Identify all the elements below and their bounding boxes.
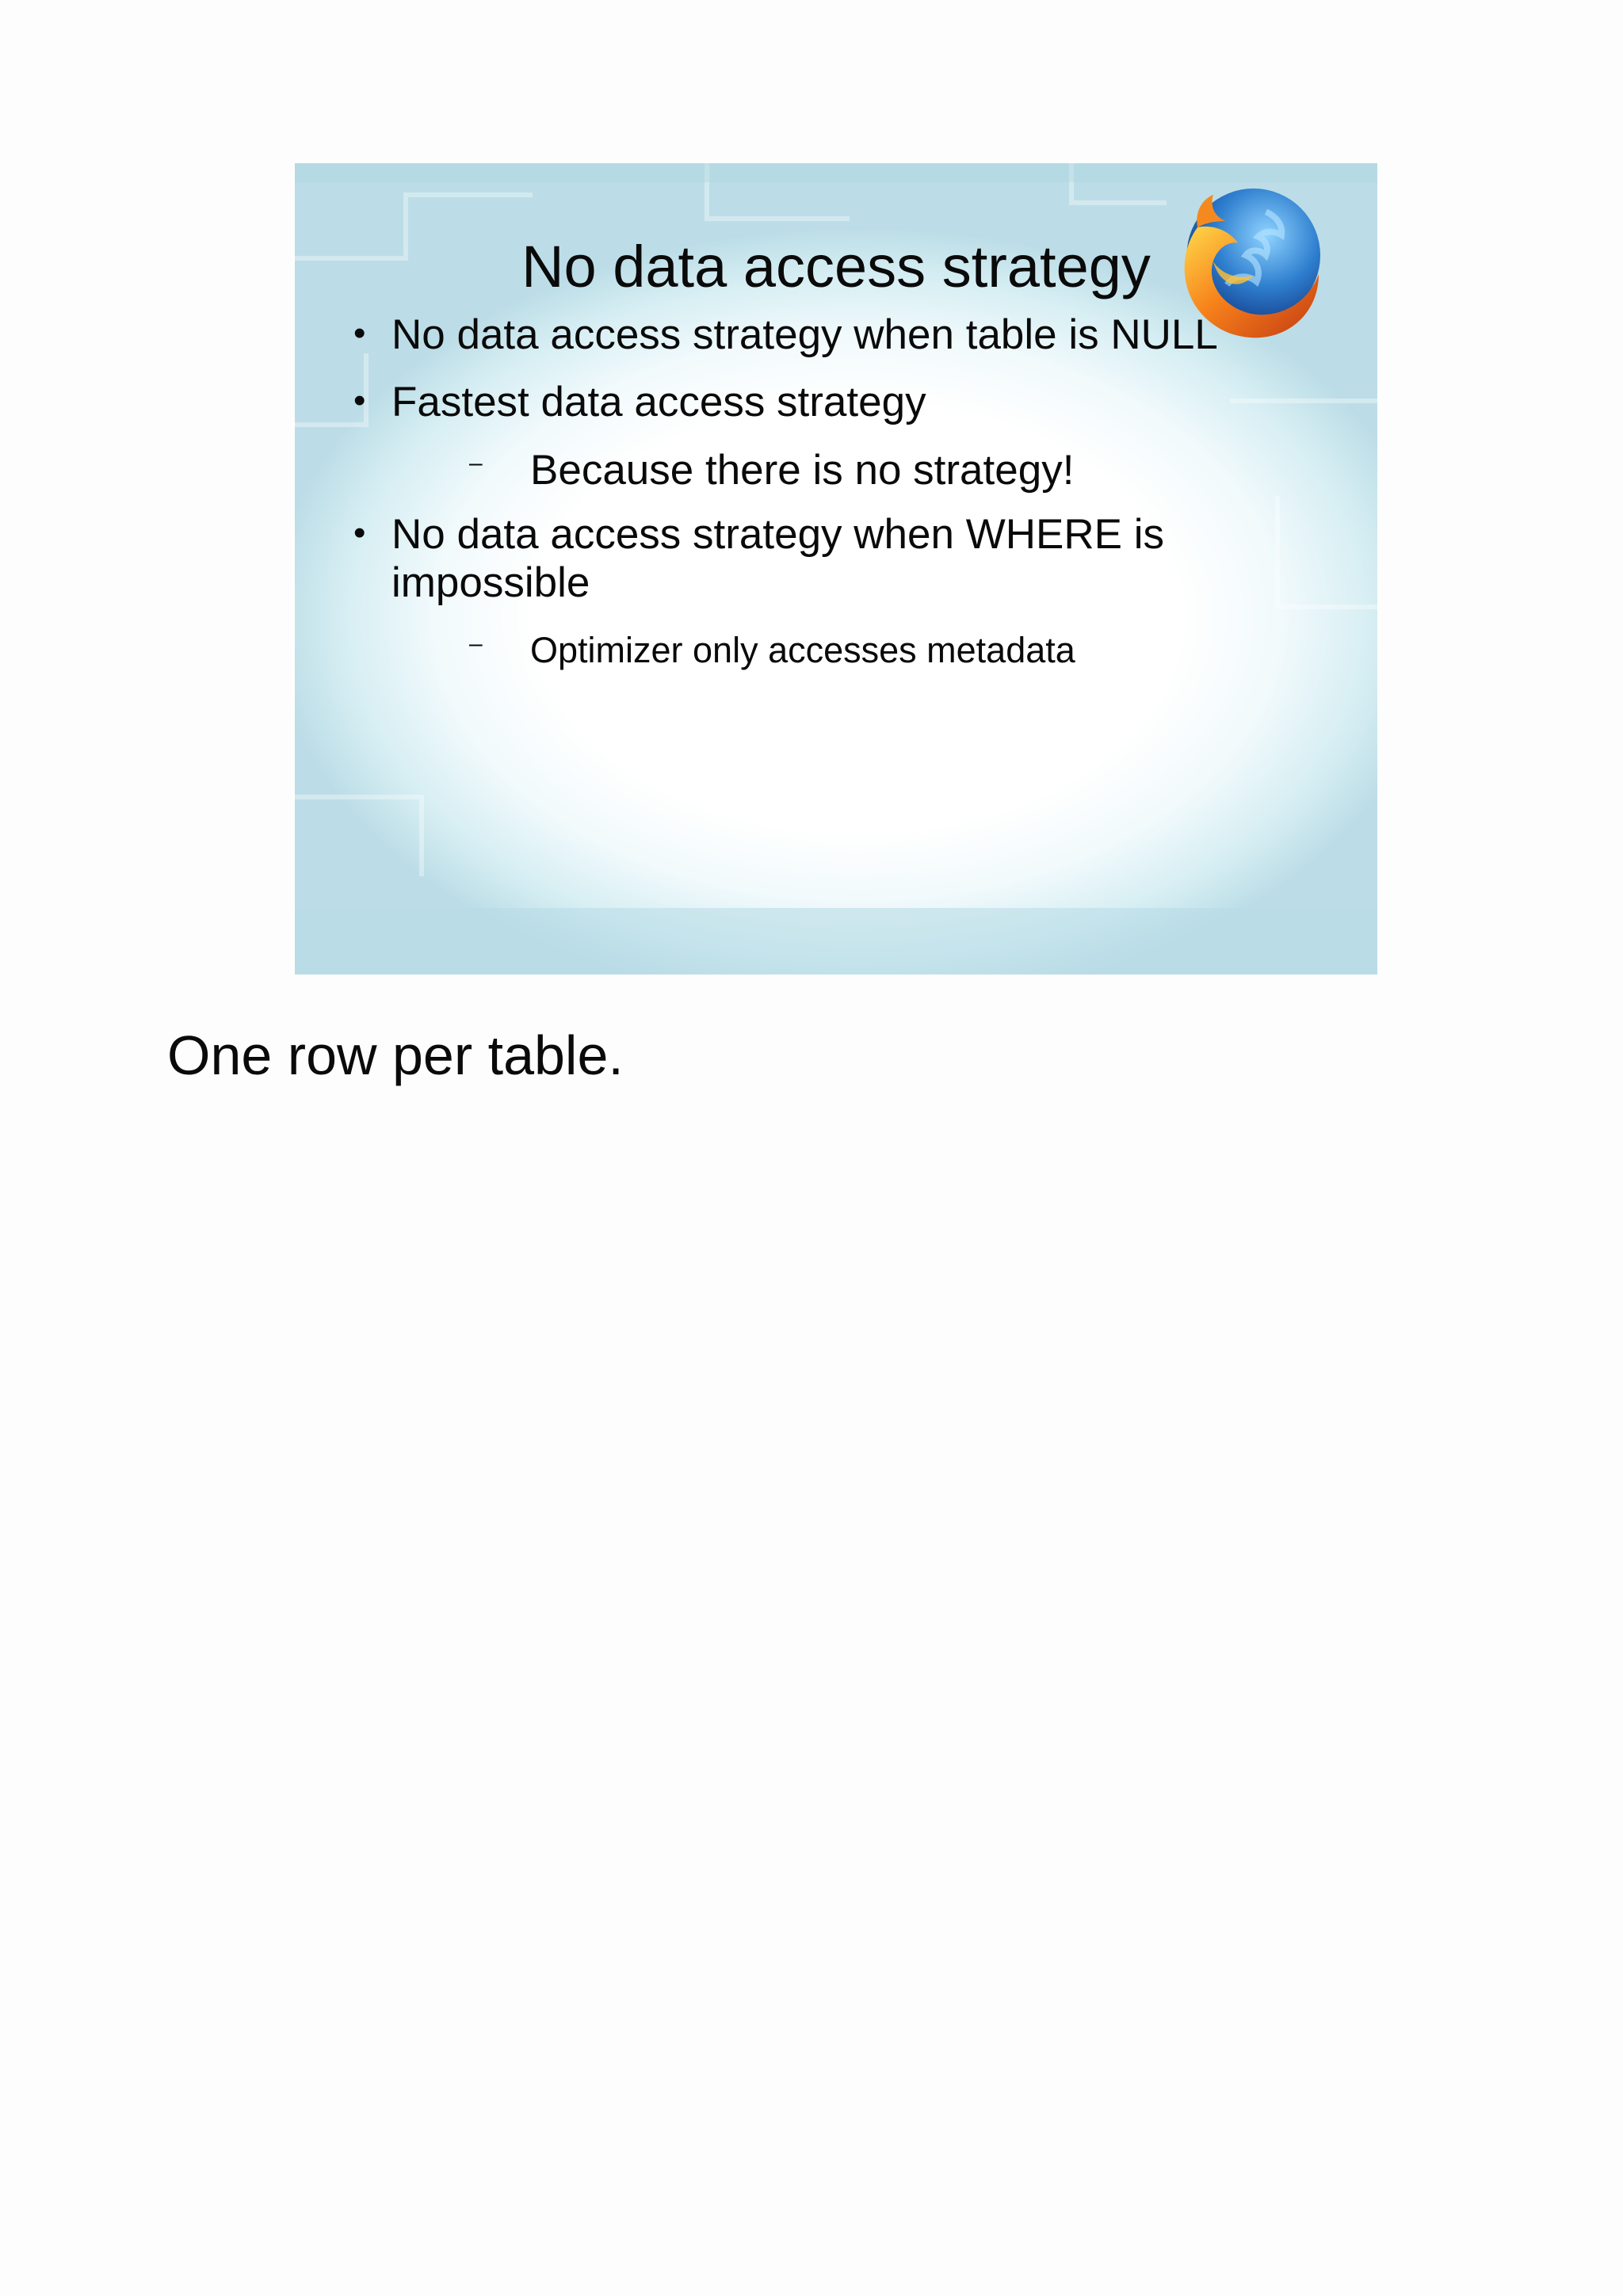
bullet-2: Fastest data access strategy [391,379,926,425]
speaker-notes: One row per table. [167,1024,624,1086]
slide [295,163,1377,974]
slide-title: No data access strategy [521,234,1151,299]
bullet-3-line-1: No data access strategy when WHERE is [391,511,1164,558]
sub-bullet-marker: – [469,631,483,657]
bullet-1: No data access strategy when table is NULL [391,311,1218,358]
bullet-marker: • [353,381,366,420]
bullet-3-line-2: impossible [391,559,590,606]
sub-bullet-1: Because there is no strategy! [530,447,1075,494]
bullet-marker: • [353,513,366,552]
sub-bullet-2: Optimizer only accesses metadata [530,630,1075,670]
sub-bullet-marker: – [469,450,483,476]
bullet-marker: • [353,314,366,353]
